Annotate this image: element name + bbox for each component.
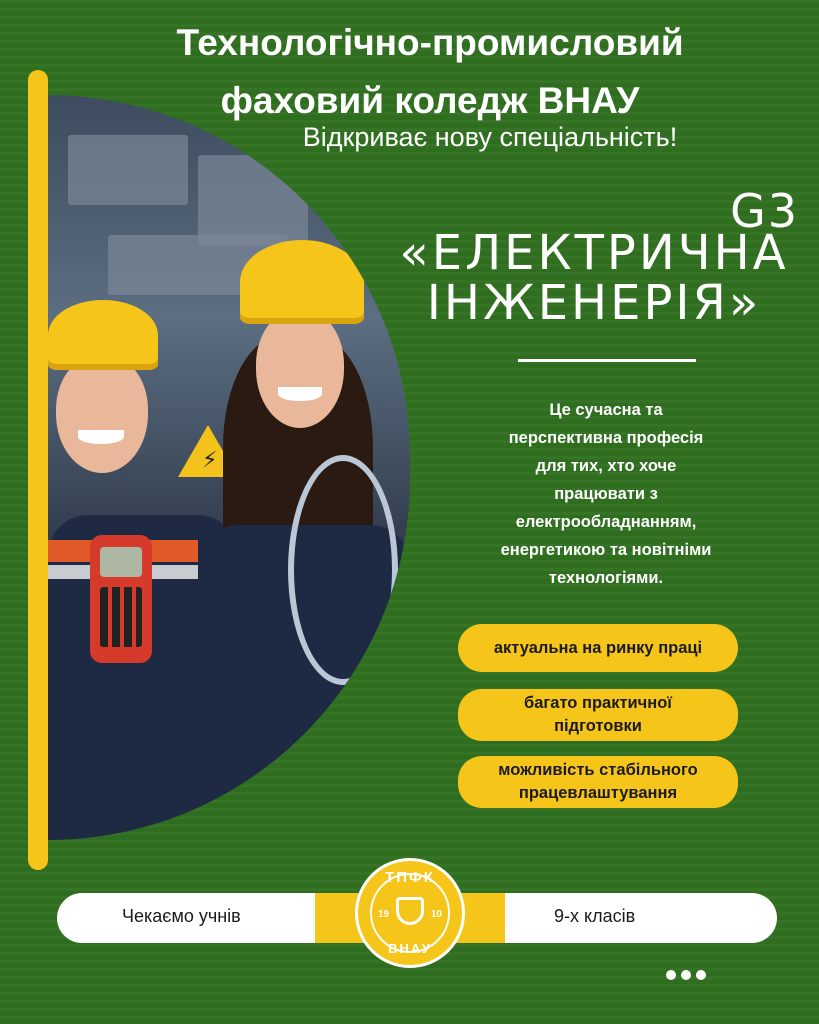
logo-bottom-text: ВНАУ [388,941,432,956]
specialty-name-line2: ІНЖЕНЕРІЯ» [426,275,762,331]
electrical-panel [68,135,188,205]
description-line: працювати з [554,485,658,503]
description-line: перспективна професія [508,429,704,447]
specialty-name-line1: «ЕЛЕКТРИЧНА [399,225,789,281]
man-face [56,355,148,473]
description-line: технологіями. [548,569,664,587]
accent-bar [28,70,48,870]
benefit-label: підготовки [554,717,642,735]
college-logo-icon [355,858,465,968]
benefit-label: багато практичної [524,694,672,712]
dot [696,970,706,980]
logo-top-text: ТПФК [385,869,435,886]
hero-photo [48,95,410,840]
cable-coil-icon [288,455,398,685]
description-line: енергетикою та новітніми [500,541,712,559]
description-line: для тих, хто хоче [535,457,677,475]
footer-left-text: Чекаємо учнів [122,906,241,926]
college-title-line2: фаховий коледж ВНАУ [220,80,640,121]
benefit-label: можливість стабільного [498,761,698,779]
subtitle: Відкриває нову спеціальність! [302,122,678,152]
logo-emblem-icon [396,897,424,925]
college-title-line1: Технологічно-промисловий [176,22,684,63]
woman-face [256,310,344,428]
footer-right-text: 9-х класів [554,906,636,926]
woman-helmet [240,240,364,324]
man-helmet [48,300,158,370]
logo-year-right: 10 [430,909,442,920]
benefit-label: працевлаштування [518,784,678,802]
divider [518,359,696,362]
benefit-pill [458,756,738,808]
specialty-description [470,396,742,592]
benefit-label: актуальна на ринку праці [493,638,703,657]
electrical-panel [198,155,308,245]
lightning-icon: ⚡ [202,448,218,473]
benefit-pill [458,624,738,672]
dot [666,970,676,980]
specialty-name [389,225,799,331]
woman-smile [278,387,322,401]
benefit-pill [458,689,738,741]
dot [681,970,691,980]
description-line: Це сучасна та [549,401,663,419]
specialty-code: G3 [730,184,799,238]
logo-year-left: 19 [378,909,390,920]
more-dots-icon[interactable] [666,970,706,980]
description-line: електрообладнанням, [515,513,697,531]
multimeter-icon [90,535,152,663]
man-smile [78,430,124,444]
